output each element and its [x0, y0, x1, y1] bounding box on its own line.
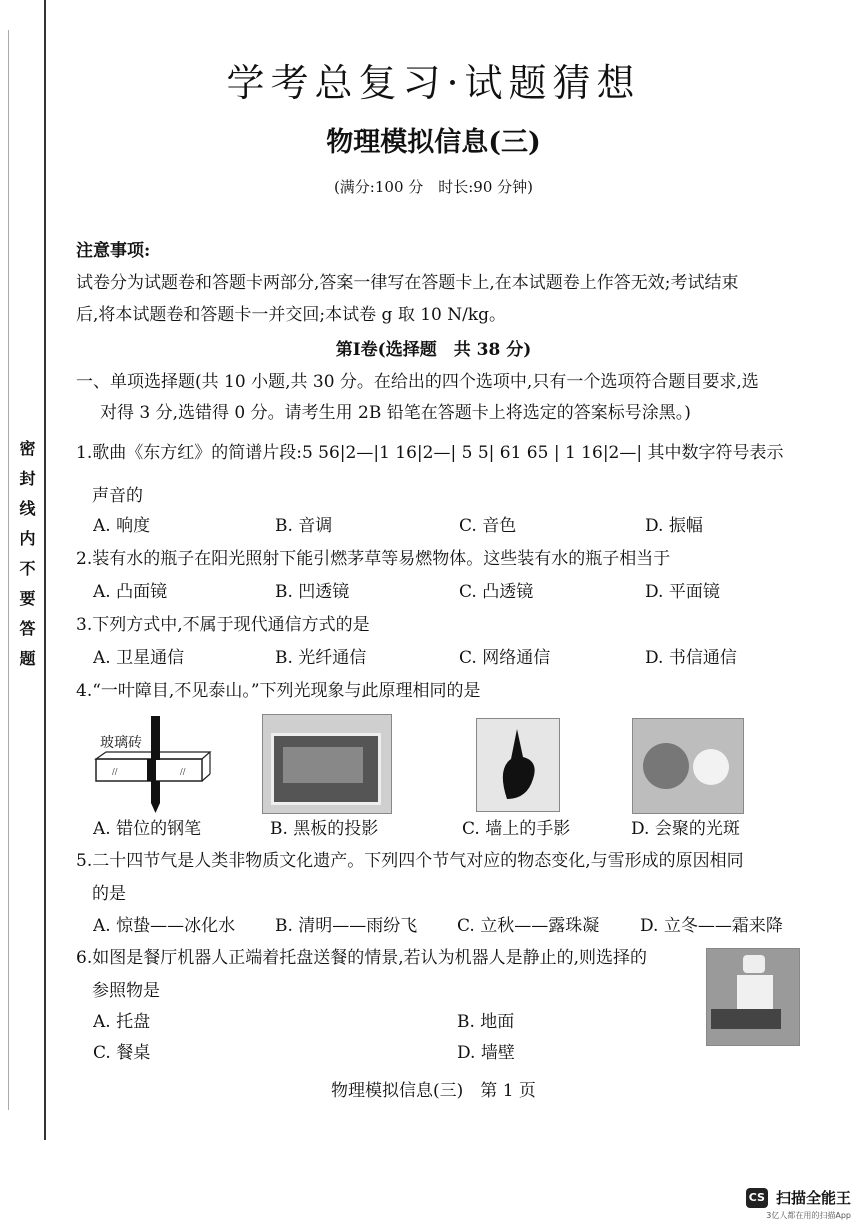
q4-figure-b-photo — [262, 714, 392, 814]
q4-figure-a — [90, 714, 215, 814]
q5-option-c: C. 立秋——露珠凝 — [457, 916, 600, 936]
brand-name: 扫描全能王 — [775, 1189, 851, 1207]
camscanner-logo-icon: CS — [746, 1188, 768, 1208]
notice-line-2: 后,将本试题卷和答题卡一并交回;本试卷 g 取 10 N/kg。 — [76, 305, 507, 325]
q2-option-c: C. 凸透镜 — [459, 582, 534, 602]
binding-line — [44, 0, 46, 1140]
q4-option-b: B. 黑板的投影 — [270, 819, 379, 839]
q1-stem-2: 声音的 — [92, 486, 143, 506]
q3-stem: 3.下列方式中,不属于现代通信方式的是 — [76, 615, 370, 635]
q1-option-a: A. 响度 — [93, 516, 151, 536]
section-heading: 第Ⅰ卷(选择题 共 38 分) — [335, 340, 532, 360]
q5-stem: 5.二十四节气是人类非物质文化遗产。下列四个节气对应的物态变化,与雪形成的原因相同 — [76, 851, 744, 871]
part-instructions-2: 对得 3 分,选错得 0 分。请考生用 2B 铅笔在答题卡上将选定的答案标号涂黑。) — [100, 403, 691, 423]
q3-option-b: B. 光纤通信 — [275, 648, 367, 668]
exam-meta: (满分:100 分 时长:90 分钟) — [333, 178, 534, 196]
binding-seal-text: 密封线内不要答题 — [17, 440, 36, 680]
q6-option-a: A. 托盘 — [93, 1012, 151, 1032]
q6-option-d: D. 墙壁 — [457, 1043, 515, 1063]
q6-option-c: C. 餐桌 — [93, 1043, 151, 1063]
q1-option-c: C. 音色 — [459, 516, 517, 536]
q4-option-d: D. 会聚的光斑 — [631, 819, 740, 839]
pen-glass-diagram — [90, 714, 215, 814]
q5-option-d: D. 立冬——霜来降 — [640, 916, 783, 936]
glass-block-label: 玻璃砖 — [100, 735, 142, 751]
q3-option-a: A. 卫星通信 — [93, 648, 185, 668]
q4-stem: 4.“一叶障目,不见泰山。”下列光现象与此原理相同的是 — [76, 681, 481, 701]
part-instructions-1: 一、单项选择题(共 10 小题,共 30 分。在给出的四个选项中,只有一个选项符合题目要求,选 — [76, 372, 759, 392]
q5-option-a: A. 惊蛰——冰化水 — [93, 916, 236, 936]
q4-figure-d-photo — [632, 718, 744, 814]
q4-option-c: C. 墙上的手影 — [462, 819, 571, 839]
scanner-brand — [746, 1187, 851, 1221]
notice-heading: 注意事项: — [76, 241, 151, 261]
q2-option-d: D. 平面镜 — [645, 582, 720, 602]
q1-option-d: D. 振幅 — [645, 516, 703, 536]
q1-stem: 1.歌曲《东方红》的简谱片段:5 56|2—|1 16|2—| 5 5| 61 65 | 1 16|2—| 其中数字符号表示 — [76, 443, 784, 463]
q4-figure-c-photo — [476, 718, 560, 812]
notice-line-1: 试卷分为试题卷和答题卡两部分,答案一律写在答题卡上,在本试题卷上作答无效;考试结束 — [76, 273, 739, 293]
q6-stem-2: 参照物是 — [92, 981, 160, 1001]
q5-option-b: B. 清明——雨纷飞 — [275, 916, 418, 936]
q5-stem-2: 的是 — [92, 884, 126, 904]
q2-option-a: A. 凸面镜 — [93, 582, 168, 602]
q1-option-b: B. 音调 — [275, 516, 333, 536]
q4-option-a: A. 错位的钢笔 — [93, 819, 202, 839]
q2-option-b: B. 凹透镜 — [275, 582, 350, 602]
series-title: 学考总复习·试题猜想 — [226, 61, 641, 105]
svg-text://: // — [180, 767, 186, 776]
q3-option-c: C. 网络通信 — [459, 648, 551, 668]
q6-stem: 6.如图是餐厅机器人正端着托盘送餐的情景,若认为机器人是静止的,则选择的 — [76, 948, 648, 968]
brand-tagline: 3亿人都在用的扫描App — [766, 1211, 851, 1220]
q2-stem: 2.装有水的瓶子在阳光照射下能引燃茅草等易燃物体。这些装有水的瓶子相当于 — [76, 549, 671, 569]
q6-robot-photo — [706, 948, 800, 1046]
page-footer: 物理模拟信息(三) 第 1 页 — [331, 1081, 536, 1101]
q3-option-d: D. 书信通信 — [645, 648, 737, 668]
q6-option-b: B. 地面 — [457, 1012, 515, 1032]
paper-title: 物理模拟信息(三) — [326, 127, 541, 158]
svg-text://: // — [112, 767, 118, 776]
